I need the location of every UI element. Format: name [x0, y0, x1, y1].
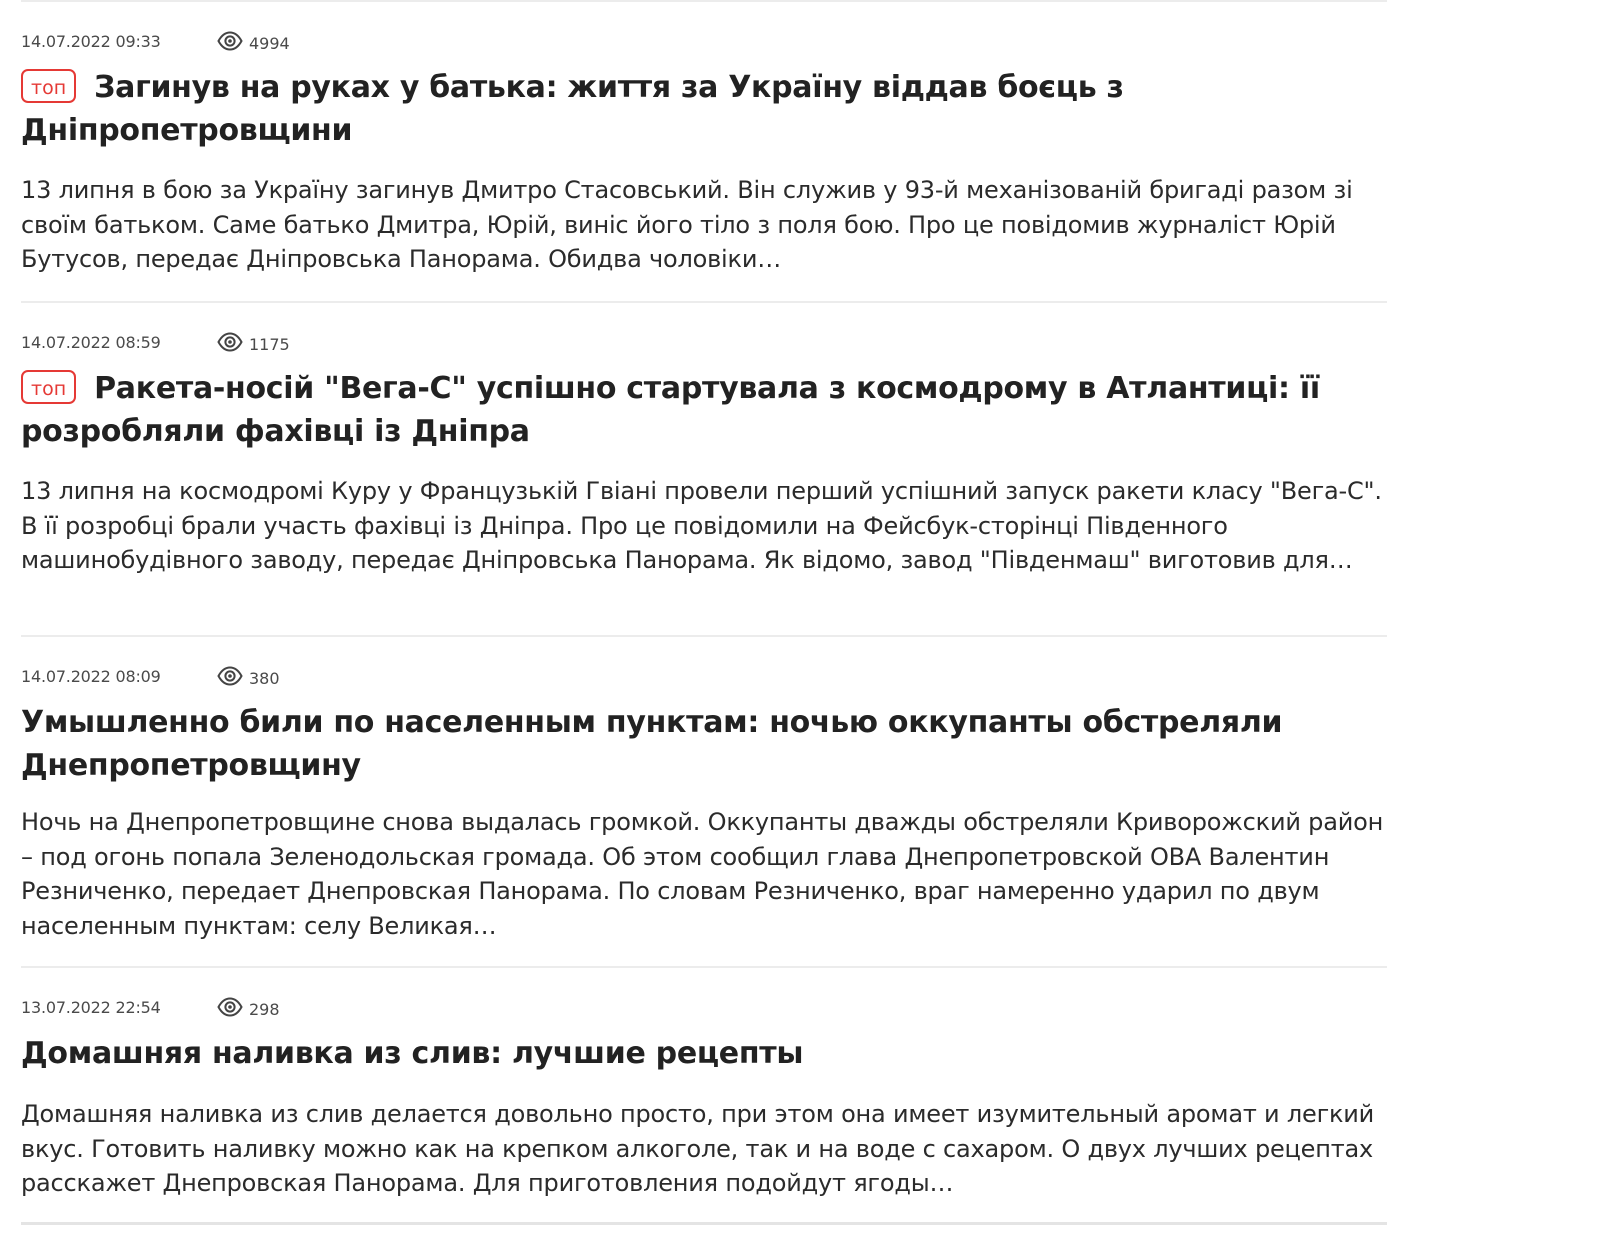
top-badge: топ: [21, 69, 76, 103]
news-date: 14.07.2022 08:59: [21, 332, 161, 352]
news-meta: [21, 29, 290, 53]
news-excerpt: Ночь на Днепропетровщине снова выдалась громкой. Оккупанты дважды обстреляли Криворожский район – под огонь попала Зеленодольская громада. Об этом сообщил глава Днепропетровской ОВА Валентин Резниченко, передает Днепровская Панорама. По словам Резниченко, враг намеренно ударил по двум населенным пунктам: селу Великая…: [21, 808, 1384, 940]
eye-icon: [217, 332, 243, 352]
news-meta: [21, 330, 290, 354]
news-date: 13.07.2022 22:54: [21, 997, 161, 1017]
view-count: [217, 29, 290, 53]
news-title-text: Домашняя наливка из слив: лучшие рецепты: [21, 1036, 804, 1071]
top-badge: топ: [21, 370, 76, 404]
news-item: [21, 635, 1387, 966]
news-title-text: Ракета-носій "Вега-С" успішно стартувала з космодрому в Атлантиці: її розробляли фахівці із Дніпра: [21, 371, 1320, 449]
news-title-link[interactable]: [21, 1032, 1387, 1075]
view-count-value: 380: [249, 668, 280, 688]
view-count: [217, 664, 280, 688]
news-item: [21, 0, 1387, 301]
eye-icon: [217, 31, 243, 51]
view-count-value: 4994: [249, 33, 290, 53]
news-date: 14.07.2022 08:09: [21, 666, 161, 686]
news-excerpt: 13 липня в бою за Україну загинув Дмитро Стасовський. Він служив у 93-й механізованій бригаді разом зі своїм батьком. Саме батько Дмитра, Юрій, виніс його тіло з поля бою. Про це повідомив журналіст Юрій Бутусов, передає Дніпровська Панорама. Обидва чоловіки…: [21, 176, 1353, 273]
view-count-value: 1175: [249, 334, 290, 354]
view-count: [217, 995, 280, 1019]
news-title-text: Загинув на руках у батька: життя за Україну віддав боєць з Дніпропетровщини: [21, 70, 1124, 148]
news-item: [21, 966, 1387, 1225]
news-meta: [21, 995, 280, 1019]
view-count-value: 298: [249, 999, 280, 1019]
news-title-link[interactable]: [21, 66, 1387, 152]
news-date: 14.07.2022 09:33: [21, 31, 161, 51]
eye-icon: [217, 666, 243, 686]
news-title-link[interactable]: [21, 701, 1387, 787]
news-item: [21, 301, 1387, 635]
news-meta: [21, 664, 280, 688]
news-title-link[interactable]: [21, 367, 1387, 453]
news-title-text: Умышленно били по населенным пунктам: ночью оккупанты обстреляли Днепропетровщину: [21, 705, 1283, 783]
news-excerpt: Домашняя наливка из слив делается довольно просто, при этом она имеет изумительный аромат и легкий вкус. Готовить наливку можно как на крепком алкоголе, так и на воде с сахаром. О двух лучших рецептах расскажет Днепровская Панорама. Для приготовления подойдут ягоды…: [21, 1100, 1375, 1197]
eye-icon: [217, 997, 243, 1017]
news-feed: [21, 0, 1387, 1225]
view-count: [217, 330, 290, 354]
news-excerpt: 13 липня на космодромі Куру у Французькій Гвіані провели перший успішний запуск ракети класу "Вега-С". В її розробці брали участь фахівці із Дніпра. Про це повідомили на Фейсбук-сторінці Південного машинобудівного заводу, передає Дніпровська Панорама. Як відомо, завод "Південмаш" виготовив для…: [21, 477, 1382, 574]
